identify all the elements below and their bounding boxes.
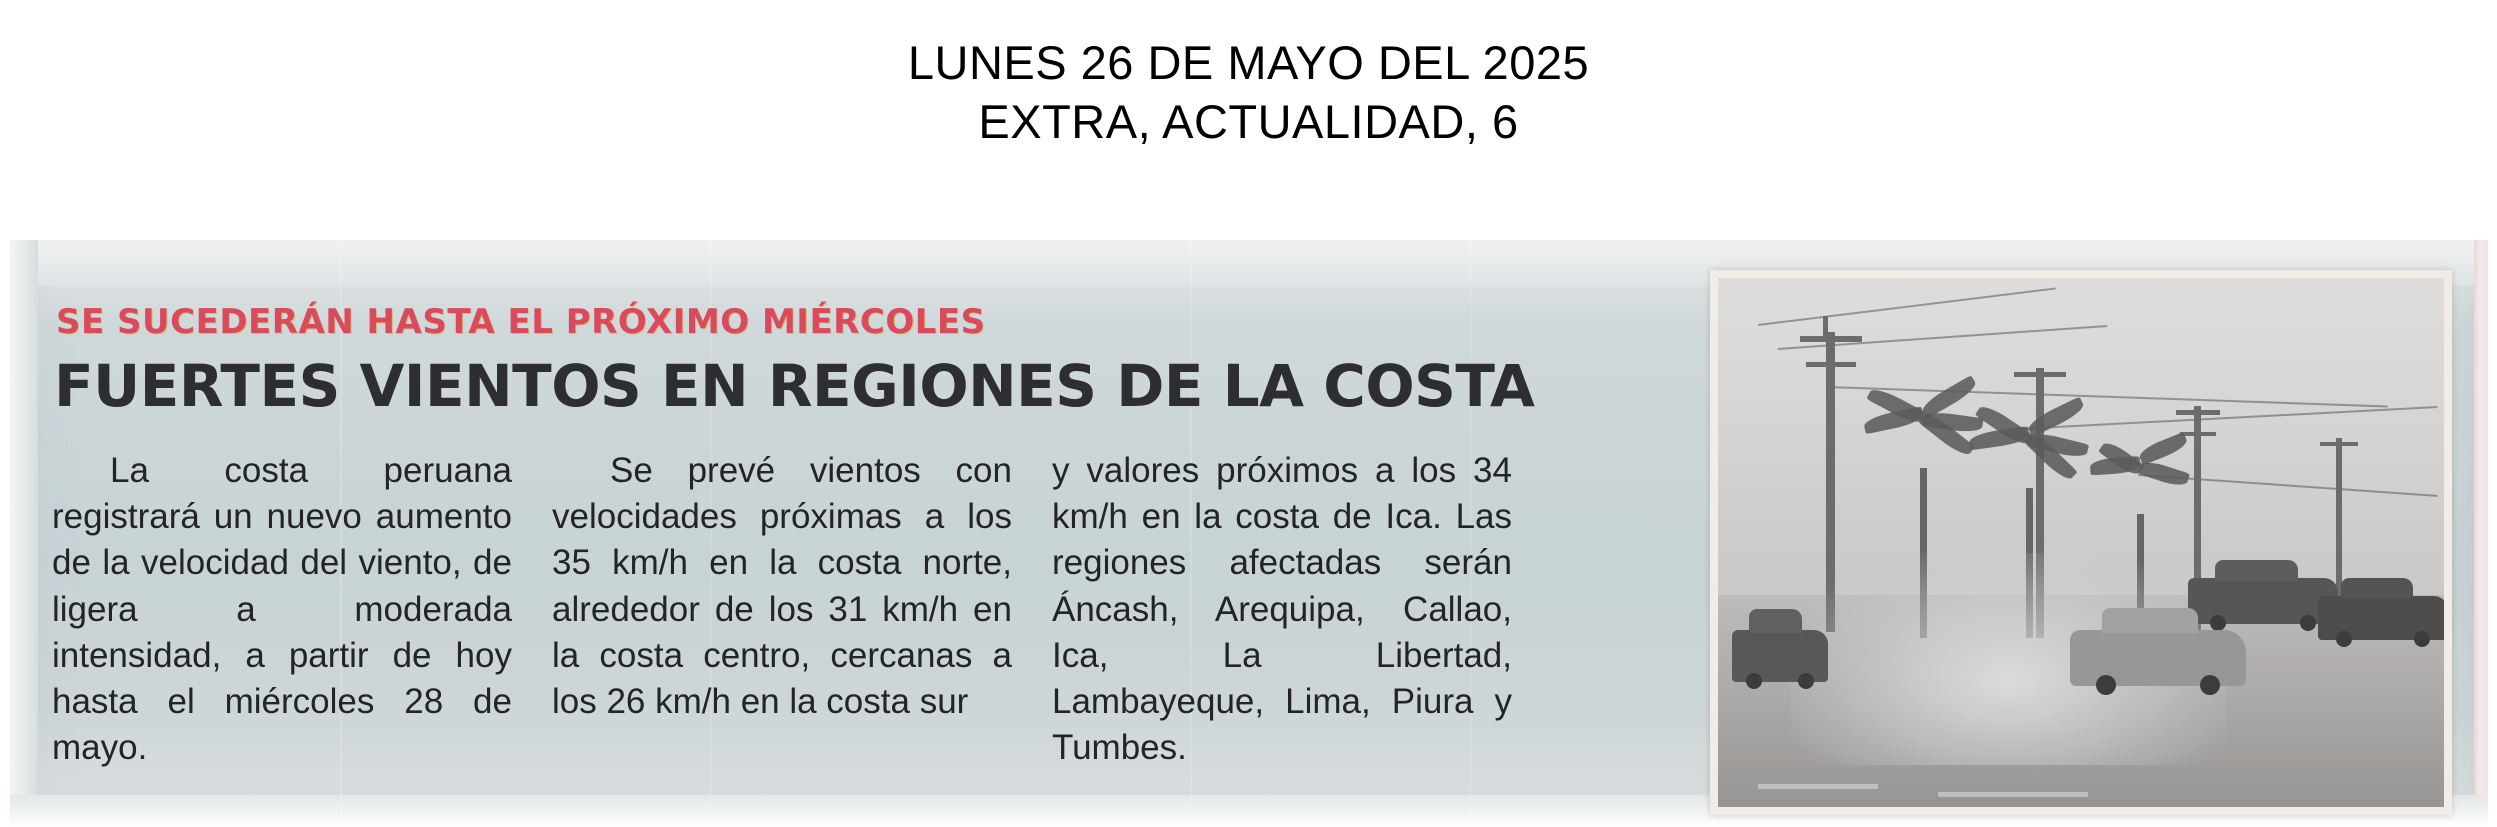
clipping-header	[0, 0, 2497, 240]
publication-source: EXTRA, ACTUALIDAD, 6	[978, 94, 1519, 148]
article-paragraph: La costa peruana registrará un nuevo aumento de la velocidad del viento, de ligera a moderada intensidad, a partir de hoy hasta el miércoles 28 de mayo.	[52, 451, 512, 768]
article-paragraph: y valores próximos a los 34 km/h en la costa de Ica. Las regiones afectadas serán Áncash, Arequipa, Callao, Ica, La Libertad, Lambayeque, Lima, Piura y Tumbes.	[1052, 451, 1512, 768]
article-columns	[52, 448, 1702, 771]
vehicle	[2188, 578, 2338, 624]
article-kicker: SE SUCEDERÁN HASTA EL PRÓXIMO MIÉRCOLES	[56, 302, 986, 342]
vehicle	[1732, 630, 1828, 682]
scan-edge-right	[2474, 240, 2488, 827]
road-marking	[1938, 792, 2088, 797]
article-column-1	[52, 448, 552, 771]
vehicle	[2318, 596, 2444, 640]
article-headline: FUERTES VIENTOS EN REGIONES DE LA COSTA	[54, 352, 1535, 420]
vehicle	[2070, 630, 2246, 686]
article-paragraph: Se prevé vientos con velocidades próximas a los 35 km/h en la costa norte, alrededor de los 31 km/h en la costa centro, cercanas a los 26 km/h en la costa sur	[552, 451, 1012, 721]
article-text-block	[52, 302, 1702, 771]
article-column-2	[552, 448, 1052, 771]
scan-edge-left	[10, 240, 38, 827]
road-marking	[1758, 784, 1878, 789]
photo-image	[1718, 278, 2444, 807]
publication-date: LUNES 26 DE MAYO DEL 2025	[907, 36, 1590, 89]
clipping-paper	[10, 240, 2488, 827]
article-photo	[1710, 270, 2452, 815]
newspaper-clipping	[0, 240, 2497, 827]
article-column-3	[1052, 448, 1552, 771]
